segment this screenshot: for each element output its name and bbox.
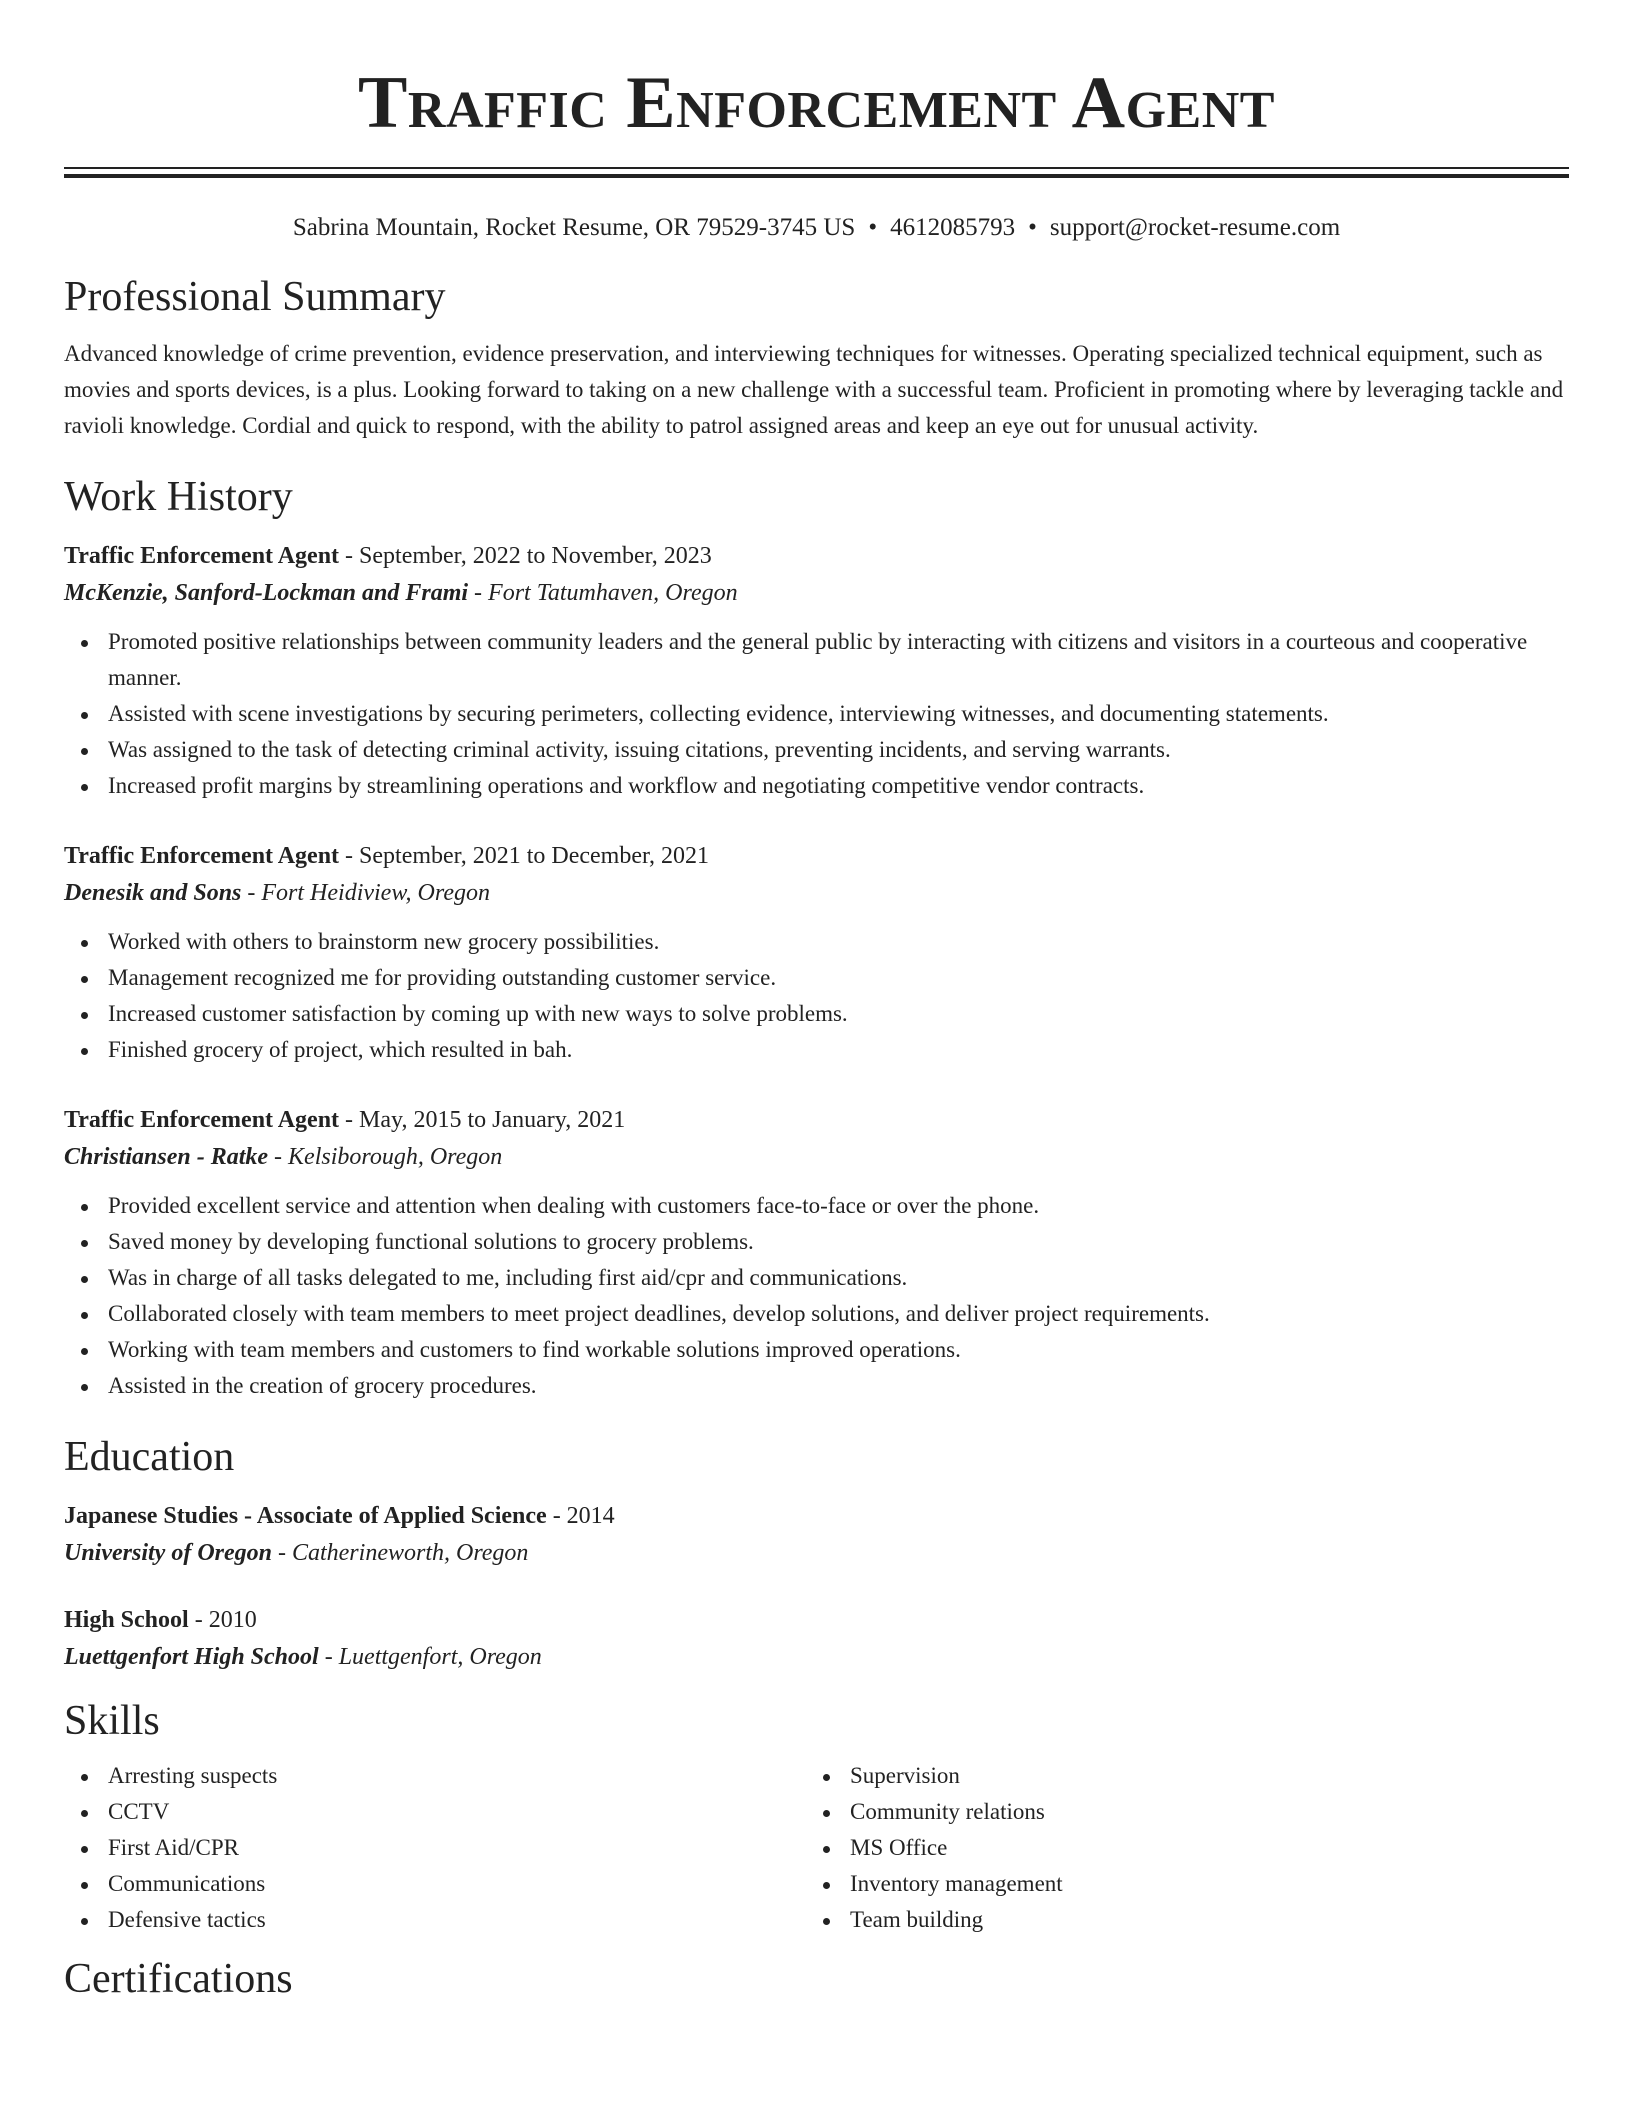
bullet-icon (81, 1048, 88, 1055)
job-company-line (64, 574, 1569, 612)
education-year: - 2014 (546, 1503, 615, 1529)
bullet-icon (823, 1810, 830, 1817)
job-bullets (64, 1188, 1569, 1404)
job-header (64, 538, 1569, 574)
skill-text: Team building (850, 1907, 984, 1932)
skills-heading: Skills (64, 1698, 160, 1744)
header-rule-thin (64, 167, 1569, 169)
work-history-heading: Work History (64, 474, 293, 520)
bullet-text: Saved money by developing functional solutions to grocery problems. (108, 1229, 754, 1254)
bullet-text: Working with team members and customers to find workable solutions improved operations. (108, 1337, 961, 1362)
job-location: - Fort Tatumhaven, Oregon (468, 580, 738, 606)
education-degree: High School (64, 1607, 189, 1633)
bullet-text: Assisted with scene investigations by securing perimeters, collecting evidence, interviewing witnesses, and documenting statements. (108, 701, 1329, 726)
contact-line (64, 212, 1569, 244)
bullet-icon (81, 1240, 88, 1247)
bullet-icon (81, 1882, 88, 1889)
list-item (108, 696, 1569, 732)
contact-separator: • (868, 214, 878, 241)
list-item (108, 1830, 806, 1866)
list-item (108, 768, 1569, 804)
list-item (108, 1188, 1569, 1224)
bullet-icon (81, 784, 88, 791)
list-item (108, 1758, 806, 1794)
list-item (850, 1866, 1550, 1902)
list-item (108, 1032, 1569, 1068)
education-school-line (64, 1534, 1569, 1572)
job-header (64, 1102, 1569, 1138)
bullet-icon (81, 712, 88, 719)
bullet-icon (81, 1276, 88, 1283)
education-year: - 2010 (188, 1607, 257, 1633)
skill-text: First Aid/CPR (108, 1835, 240, 1860)
contact-separator: • (1028, 214, 1037, 241)
resume-name: Traffic Enforcement Agent (358, 62, 1275, 144)
bullet-icon (823, 1882, 830, 1889)
skill-text: Communications (108, 1871, 266, 1896)
job-company: Denesik and Sons (64, 880, 242, 906)
job-location: - Fort Heidiview, Oregon (241, 880, 490, 906)
bullet-text: Collaborated closely with team members to meet project deadlines, develop solutions, and deliver project requirements. (108, 1301, 1210, 1326)
education-heading: Education (64, 1434, 235, 1480)
bullet-icon (823, 1918, 830, 1925)
resume-page (64, 0, 1569, 2004)
list-item (108, 1296, 1569, 1332)
job-role: Traffic Enforcement Agent (64, 543, 340, 569)
bullet-text: Was in charge of all tasks delegated to me, including first aid/cpr and communications. (108, 1265, 908, 1290)
skill-text: MS Office (850, 1835, 948, 1860)
bullet-text: Increased customer satisfaction by coming up with new ways to solve problems. (108, 1001, 848, 1026)
list-item (850, 1902, 1550, 1938)
list-item (108, 1902, 806, 1938)
bullet-text: Increased profit margins by streamlining operations and workflow and negotiating competitive vendor contracts. (108, 773, 1145, 798)
bullet-text: Assisted in the creation of grocery procedures. (108, 1373, 537, 1398)
bullet-icon (81, 1918, 88, 1925)
bullet-text: Provided excellent service and attention when dealing with customers face-to-face or over the phone. (108, 1193, 1040, 1218)
bullet-text: Promoted positive relationships between community leaders and the general public by interacting with citizens and visitors in a courteous and cooperative manner. (108, 629, 1528, 690)
skills-column-left (64, 1758, 806, 1938)
job-dates: - September, 2022 to November, 2023 (339, 543, 712, 569)
bullet-icon (81, 1312, 88, 1319)
contact-address: Sabrina Mountain, Rocket Resume, OR 79529-3745 US (292, 214, 856, 241)
bullet-text: Management recognized me for providing outstanding customer service. (108, 965, 777, 990)
list-item (850, 1794, 1550, 1830)
bullet-icon (81, 1846, 88, 1853)
job-dates: - September, 2021 to December, 2021 (339, 843, 710, 869)
bullet-text: Worked with others to brainstorm new grocery possibilities. (108, 929, 660, 954)
skill-text: CCTV (108, 1799, 170, 1824)
job-role: Traffic Enforcement Agent (64, 843, 340, 869)
skills-column-right (806, 1758, 1550, 1938)
job-entry (64, 838, 1569, 1068)
job-company: McKenzie, Sanford-Lockman and Frami (64, 580, 469, 606)
bullet-icon (81, 1348, 88, 1355)
list-item (108, 1224, 1569, 1260)
list-item (108, 1368, 1569, 1404)
job-entry (64, 538, 1569, 804)
list-item (108, 1332, 1569, 1368)
bullet-icon (81, 940, 88, 947)
bullet-icon (81, 976, 88, 983)
list-item (108, 924, 1569, 960)
job-company-line (64, 874, 1569, 912)
skill-text: Inventory management (850, 1871, 1063, 1896)
skill-text: Arresting suspects (108, 1763, 278, 1788)
certifications-heading: Certifications (64, 1956, 293, 2002)
education-header (64, 1498, 1569, 1534)
bullet-icon (81, 1204, 88, 1211)
bullet-icon (81, 1384, 88, 1391)
job-entry (64, 1102, 1569, 1404)
bullet-icon (81, 1012, 88, 1019)
list-item (108, 732, 1569, 768)
bullet-icon (823, 1846, 830, 1853)
list-item (850, 1758, 1550, 1794)
job-company: Christiansen - Ratke (64, 1144, 269, 1170)
bullet-icon (81, 640, 88, 647)
job-role: Traffic Enforcement Agent (64, 1107, 340, 1133)
list-item (108, 624, 1569, 696)
education-school: Luettgenfort High School (64, 1644, 319, 1670)
bullet-icon (823, 1774, 830, 1781)
skills-grid (64, 1758, 1569, 1938)
education-location: - Luettgenfort, Oregon (318, 1644, 542, 1670)
education-entry (64, 1498, 1569, 1572)
bullet-icon (81, 1810, 88, 1817)
skill-text: Defensive tactics (108, 1907, 266, 1932)
job-company-line (64, 1138, 1569, 1176)
list-item (108, 1866, 806, 1902)
education-header (64, 1602, 1569, 1638)
skill-text: Supervision (850, 1763, 960, 1788)
bullet-text: Was assigned to the task of detecting criminal activity, issuing citations, preventing incidents, and serving warrants. (108, 737, 1171, 762)
bullet-icon (81, 748, 88, 755)
job-bullets (64, 624, 1569, 804)
summary-heading: Professional Summary (64, 274, 446, 320)
job-bullets (64, 924, 1569, 1068)
bullet-icon (81, 1774, 88, 1781)
contact-email: support@rocket-resume.com (1049, 214, 1341, 241)
job-dates: - May, 2015 to January, 2021 (339, 1107, 626, 1133)
list-item (108, 960, 1569, 996)
list-item (108, 996, 1569, 1032)
bullet-text: Finished grocery of project, which resulted in bah. (108, 1037, 573, 1062)
job-header (64, 838, 1569, 874)
skill-text: Community relations (850, 1799, 1045, 1824)
list-item (108, 1260, 1569, 1296)
header-rule-thick (64, 174, 1569, 178)
education-degree: Japanese Studies - Associate of Applied Science (64, 1503, 547, 1529)
education-entry (64, 1602, 1569, 1676)
contact-phone: 4612085793 (890, 214, 1016, 241)
list-item (108, 1794, 806, 1830)
education-school: University of Oregon (64, 1540, 272, 1566)
job-location: - Kelsiborough, Oregon (268, 1144, 503, 1170)
list-item (850, 1830, 1550, 1866)
education-school-line (64, 1638, 1569, 1676)
summary-text: Advanced knowledge of crime prevention, evidence preservation, and interviewing techniques for witnesses. Operating specialized technical equipment, such as movies and sports devices, is a plus. Looking forward to taking on a new challenge with a successful team. Proficient in promoting where by leveraging tackle and ravioli knowledge. Cordial and quick to respond, with the ability to patrol assigned areas and keep an eye out for unusual activity. (64, 341, 1564, 438)
education-location: - Catherineworth, Oregon (271, 1540, 529, 1566)
